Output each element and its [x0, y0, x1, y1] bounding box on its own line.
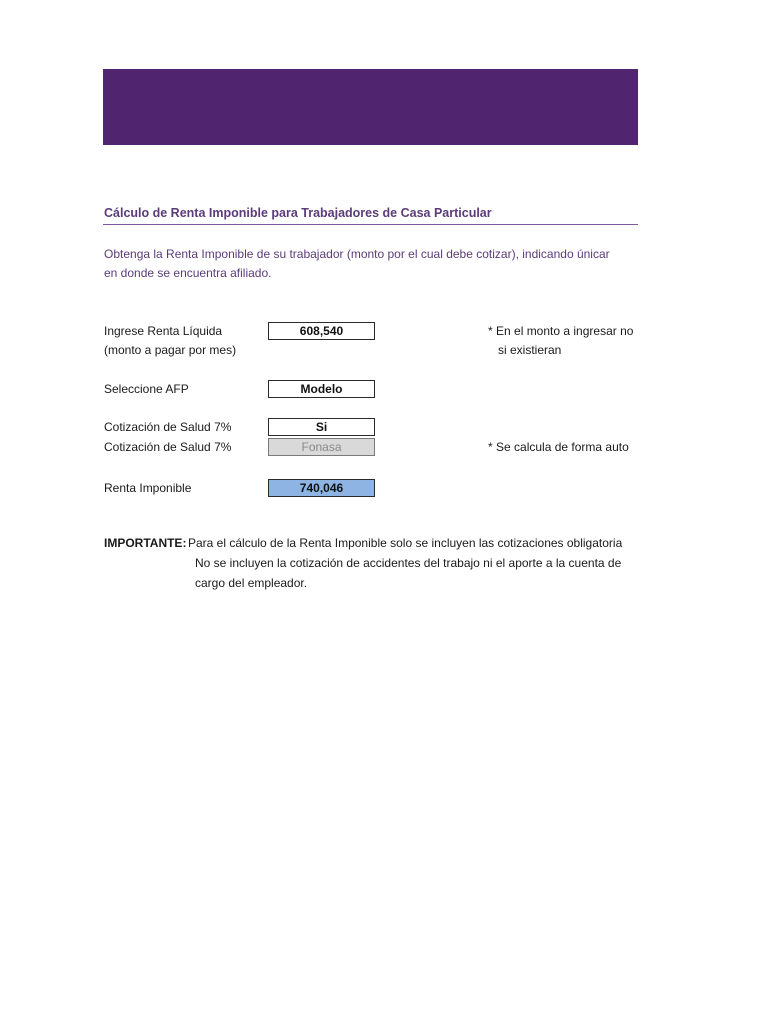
note-renta-line-1: * En el monto a ingresar no — [488, 324, 634, 338]
renta-imponible-result: 740,046 — [268, 479, 375, 497]
intro-line-1: Obtenga la Renta Imponible de su trabajador (monto por el cual debe cotizar), indicando únicar — [104, 247, 610, 261]
renta-liquida-input[interactable]: 608,540 — [268, 322, 375, 340]
importante-line-3: cargo del empleador. — [195, 576, 308, 590]
title-divider — [103, 224, 638, 225]
intro-line-2: en donde se encuentra afiliado. — [104, 266, 272, 280]
salud-label-1: Cotización de Salud 7% — [104, 420, 232, 434]
afp-select[interactable]: Modelo — [268, 380, 375, 398]
salud-sistema-field: Fonasa — [268, 438, 375, 456]
renta-liquida-sublabel: (monto a pagar por mes) — [104, 343, 237, 357]
renta-imponible-label: Renta Imponible — [104, 481, 192, 495]
salud-label-2: Cotización de Salud 7% — [104, 440, 232, 454]
importante-label: IMPORTANTE: — [104, 536, 187, 550]
note-renta-line-2: si existieran — [498, 343, 562, 357]
renta-liquida-label: Ingrese Renta Líquida — [104, 324, 223, 338]
afp-label: Seleccione AFP — [104, 382, 189, 396]
page-title: Cálculo de Renta Imponible para Trabajadores de Casa Particular — [104, 206, 492, 220]
salud-select[interactable]: Si — [268, 418, 375, 436]
importante-line-2: No se incluyen la cotización de accidentes del trabajo ni el aporte a la cuenta de — [195, 556, 622, 570]
header-banner — [103, 69, 638, 145]
note-salud: * Se calcula de forma auto — [488, 440, 629, 454]
importante-line-1: Para el cálculo de la Renta Imponible solo se incluyen las cotizaciones obligatoria — [188, 536, 623, 550]
